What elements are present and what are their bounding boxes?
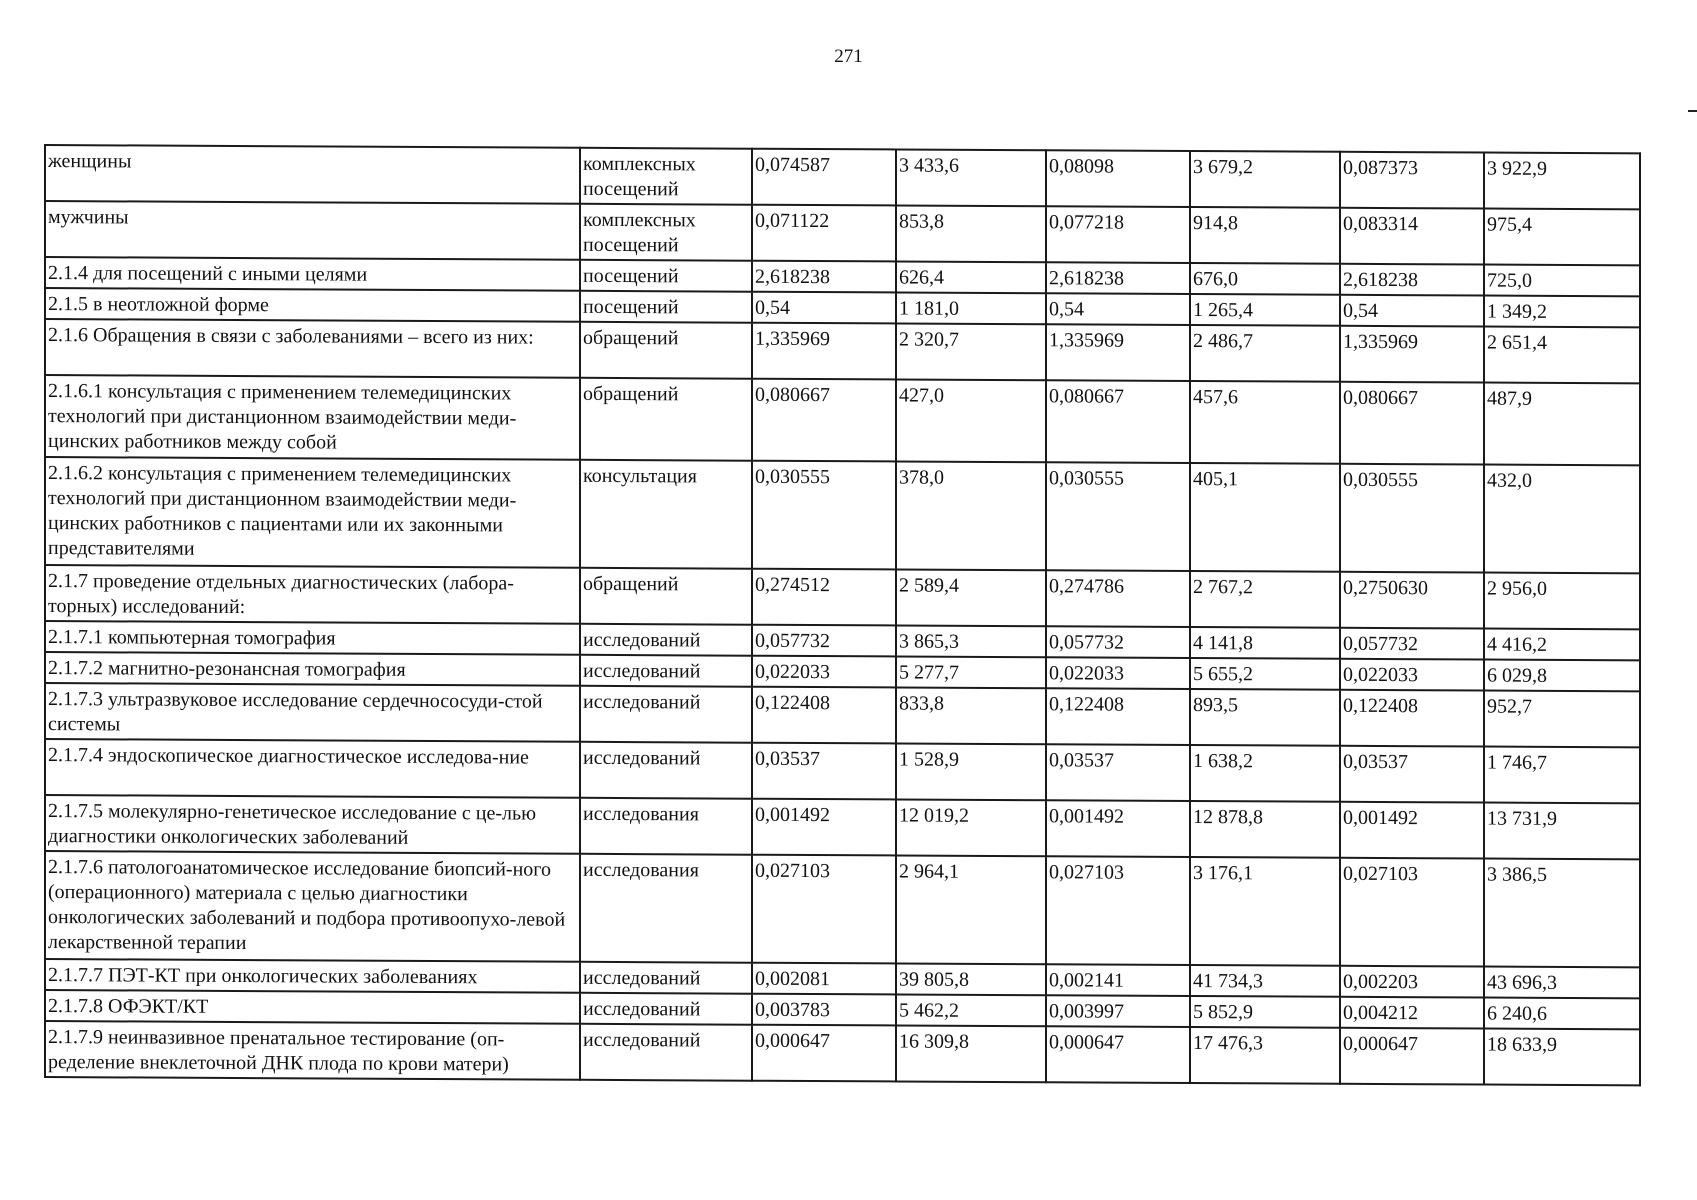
row-value: 676,0 [1190,263,1340,295]
row-value: 2 589,4 [896,569,1046,626]
row-value: 17 476,3 [1190,1027,1340,1084]
row-value: 0,030555 [752,461,896,570]
row-value: 5 462,2 [896,994,1046,1026]
row-value: 0,54 [1046,293,1190,325]
row-unit: консультация [580,460,752,569]
row-unit: исследования [580,798,752,855]
row-unit: комплексных посещений [580,204,752,261]
row-name: 2.1.4 для посещений с иными целями [45,257,580,291]
row-value: 0,003783 [752,994,896,1026]
row-name: 2.1.7.5 молекулярно-генетическое исследование с це-лью диагностики онкологических заболеваний [45,795,580,854]
row-value: 3 865,3 [896,625,1046,657]
row-value: 2 964,1 [896,855,1046,964]
row-value: 0,080667 [752,379,896,462]
row-value: 0,057732 [1340,628,1484,660]
table-row [45,739,1640,803]
row-value: 0,000647 [752,1025,896,1082]
table-row [45,683,1640,747]
row-value: 0,03537 [1340,746,1484,803]
table-row [45,319,1640,383]
row-value: 0,54 [1340,295,1484,327]
row-value: 975,4 [1484,209,1640,266]
row-value: 0,122408 [1340,690,1484,747]
page-number: 271 [834,46,863,67]
row-value: 3 679,2 [1190,151,1340,208]
row-value: 5 852,9 [1190,996,1340,1028]
row-value: 18 633,9 [1484,1029,1640,1086]
row-value: 5 277,7 [896,656,1046,688]
row-value: 0,077218 [1046,206,1190,263]
row-value: 0,074587 [752,149,896,206]
row-value: 4 141,8 [1190,627,1340,659]
row-value: 0,080667 [1340,382,1484,465]
row-value: 427,0 [896,379,1046,462]
row-value: 378,0 [896,461,1046,570]
row-value: 39 805,8 [896,963,1046,995]
row-value: 0,004212 [1340,997,1484,1029]
row-value: 43 696,3 [1484,967,1640,999]
row-value: 1,335969 [1340,326,1484,383]
row-value: 626,4 [896,261,1046,293]
row-value: 0,071122 [752,205,896,262]
row-value: 0,03537 [1046,744,1190,801]
row-value: 1,335969 [1046,324,1190,381]
row-value: 0,027103 [1046,856,1190,965]
table-row [45,457,1640,573]
row-unit: комплексных посещений [580,148,752,205]
row-value: 457,6 [1190,381,1340,464]
row-value: 5 655,2 [1190,658,1340,690]
row-value: 0,000647 [1046,1026,1190,1083]
row-value: 0,001492 [752,799,896,856]
row-name: 2.1.6.2 консультация с применением телемедицинских технологий при дистанционном взаимодействии меди-цинских работников с пациентами или их законными представителями [45,457,580,568]
row-name: 2.1.7.1 компьютерная томография [45,621,580,655]
row-value: 0,122408 [1046,688,1190,745]
row-value: 2 486,7 [1190,325,1340,382]
row-value: 2,618238 [1340,264,1484,296]
table-row [45,565,1640,629]
row-name: 2.1.5 в неотложной форме [45,288,580,322]
row-value: 0,027103 [1340,858,1484,967]
row-value: 0,030555 [1340,464,1484,573]
row-name: 2.1.7.7 ПЭТ-КТ при онкологических заболеваниях [45,959,580,993]
row-value: 0,54 [752,292,896,324]
row-value: 893,5 [1190,689,1340,746]
row-value: 853,8 [896,205,1046,262]
row-value: 12 878,8 [1190,801,1340,858]
row-value: 0,057732 [1046,626,1190,658]
row-value: 0,001492 [1340,802,1484,859]
row-value: 2 320,7 [896,323,1046,380]
row-value: 16 309,8 [896,1025,1046,1082]
row-value: 0,274786 [1046,570,1190,627]
row-value: 6 240,6 [1484,998,1640,1030]
row-value: 0,000647 [1340,1028,1484,1085]
row-value: 1 265,4 [1190,294,1340,326]
row-value: 1 746,7 [1484,747,1640,804]
row-value: 0,002141 [1046,964,1190,996]
row-value: 405,1 [1190,463,1340,572]
row-unit: исследований [580,962,752,994]
row-value: 914,8 [1190,207,1340,264]
row-value: 2 956,0 [1484,573,1640,630]
row-unit: обращений [580,322,752,379]
row-name: 2.1.7.3 ультразвуковое исследование сердечнососуди-стой системы [45,683,580,742]
row-value: 1 638,2 [1190,745,1340,802]
row-unit: обращений [580,378,752,461]
row-value: 3 433,6 [896,149,1046,206]
row-value: 0,274512 [752,569,896,626]
row-name: женщины [45,145,580,204]
table-row [45,1021,1640,1085]
table-row [45,375,1640,465]
row-value: 12 019,2 [896,799,1046,856]
row-value: 0,002203 [1340,966,1484,998]
row-value: 4 416,2 [1484,629,1640,661]
row-unit: посещений [580,291,752,323]
row-name: 2.1.7 проведение отдельных диагностических (лабора-торных) исследований: [45,565,580,624]
row-name: мужчины [45,201,580,260]
row-value: 41 734,3 [1190,965,1340,997]
table-row [45,795,1640,859]
row-value: 3 922,9 [1484,153,1640,210]
row-value: 0,022033 [1340,659,1484,691]
row-value: 833,8 [896,687,1046,744]
row-name: 2.1.6.1 консультация с применением телемедицинских технологий при дистанционном взаимодействии меди-цинских работников между собой [45,375,580,460]
row-value: 0,022033 [1046,657,1190,689]
table-row [45,201,1640,265]
row-value: 0,003997 [1046,995,1190,1027]
row-value: 0,03537 [752,743,896,800]
row-value: 2,618238 [1046,262,1190,294]
row-unit: исследований [580,993,752,1025]
row-value: 2,618238 [752,261,896,293]
table-row [45,145,1640,209]
row-value: 1 528,9 [896,743,1046,800]
row-value: 2 767,2 [1190,571,1340,628]
row-value: 3 386,5 [1484,859,1640,968]
row-value: 0,122408 [752,687,896,744]
row-value: 0,002081 [752,963,896,995]
row-value: 2 651,4 [1484,327,1640,384]
row-name: 2.1.6 Обращения в связи с заболеваниями – всего из них: [45,319,580,378]
row-name: 2.1.7.6 патологоанатомическое исследование биопсий-ного (операционного) материала с целью диагностики онкологических заболеваний и подбора противоопухо-левой лекарственной терапии [45,851,580,962]
row-unit: исследований [580,686,752,743]
table-body [45,145,1640,1085]
row-value: 0,08098 [1046,150,1190,207]
row-unit: исследований [580,1024,752,1081]
row-unit: исследований [580,655,752,687]
row-unit: исследований [580,624,752,656]
row-unit: посещений [580,260,752,292]
margin-mark [1688,110,1697,112]
row-value: 0,083314 [1340,208,1484,265]
row-value: 0,001492 [1046,800,1190,857]
row-value: 952,7 [1484,691,1640,748]
row-value: 6 029,8 [1484,660,1640,692]
row-value: 0,087373 [1340,152,1484,209]
row-value: 1 349,2 [1484,296,1640,328]
row-value: 725,0 [1484,265,1640,297]
row-name: 2.1.7.4 эндоскопическое диагностическое исследова-ние [45,739,580,798]
row-name: 2.1.7.9 неинвазивное пренатальное тестирование (оп-ределение внеклеточной ДНК плода по крови матери) [45,1021,580,1080]
row-name: 2.1.7.8 ОФЭКТ/КТ [45,990,580,1024]
row-value: 1,335969 [752,323,896,380]
row-value: 0,022033 [752,656,896,688]
row-value: 0,2750630 [1340,572,1484,629]
row-unit: исследования [580,854,752,963]
tariff-table [44,144,1641,1086]
row-name: 2.1.7.2 магнитно-резонансная томография [45,652,580,686]
row-value: 0,027103 [752,855,896,964]
row-value: 0,080667 [1046,380,1190,463]
row-unit: исследований [580,742,752,799]
row-value: 13 731,9 [1484,803,1640,860]
table-row [45,851,1640,967]
row-unit: обращений [580,568,752,625]
row-value: 1 181,0 [896,292,1046,324]
row-value: 0,030555 [1046,462,1190,571]
row-value: 0,057732 [752,625,896,657]
row-value: 3 176,1 [1190,857,1340,966]
row-value: 432,0 [1484,465,1640,574]
row-value: 487,9 [1484,383,1640,466]
